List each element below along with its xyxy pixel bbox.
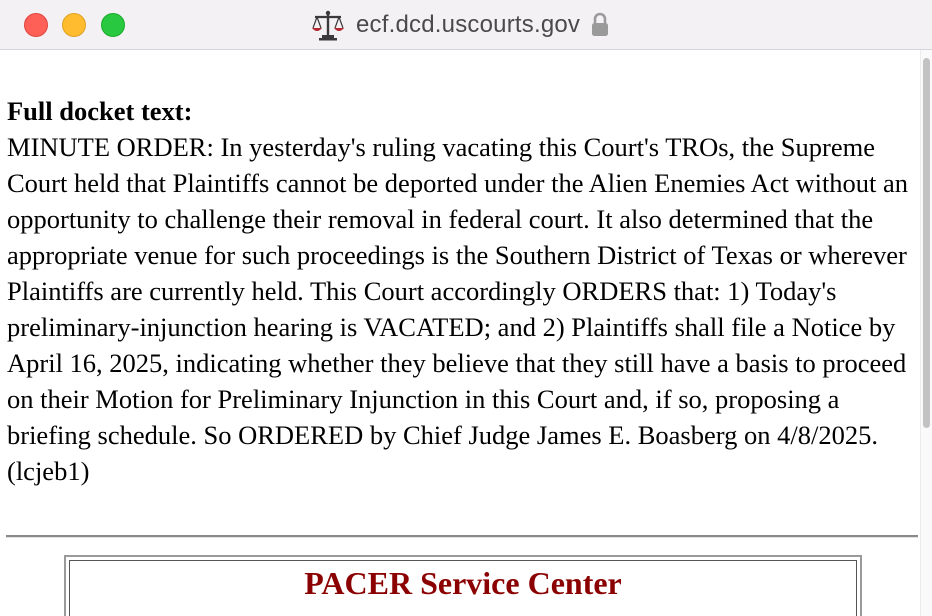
scales-of-justice-icon: [310, 9, 346, 41]
lock-icon: [590, 12, 610, 38]
title-bar: [0, 0, 932, 50]
address-bar[interactable]: [310, 9, 610, 41]
zoom-window-button[interactable]: [101, 13, 125, 37]
pacer-title: PACER Service Center: [304, 565, 622, 601]
horizontal-divider: [6, 535, 918, 538]
vertical-scrollbar[interactable]: [920, 50, 932, 616]
scrollbar-thumb[interactable]: [923, 58, 930, 428]
docket-heading: Full docket text:: [7, 96, 193, 126]
pacer-service-center-table: [64, 555, 862, 616]
pacer-header-cell: [69, 560, 857, 616]
url-text[interactable]: ecf.dcd.uscourts.gov: [356, 11, 581, 38]
page-content: [0, 50, 920, 616]
close-window-button[interactable]: [24, 13, 48, 37]
docket-text: MINUTE ORDER: In yesterday's ruling vacating this Court's TROs, the Supreme Court held that Plaintiffs cannot be deported under the Alien Enemies Act without an opportunity to challenge their removal in federal court. It also determined that the appropriate venue for such proceedings is the Southern District of Texas or wherever Plaintiffs are currently held. This Court accordingly ORDERS that: 1) Today's preliminary-injunction hearing is VACATED; and 2) Plaintiffs shall file a Notice by April 16, 2025, indicating whether they believe that they still have a basis to proceed on their Motion for Preliminary Injunction in this Court and, if so, proposing a briefing schedule. So ORDERED by Chief Judge James E. Boasberg on 4/8/2025. (lcjeb1): [7, 132, 909, 486]
docket-entry: [7, 93, 919, 489]
minimize-window-button[interactable]: [62, 13, 86, 37]
